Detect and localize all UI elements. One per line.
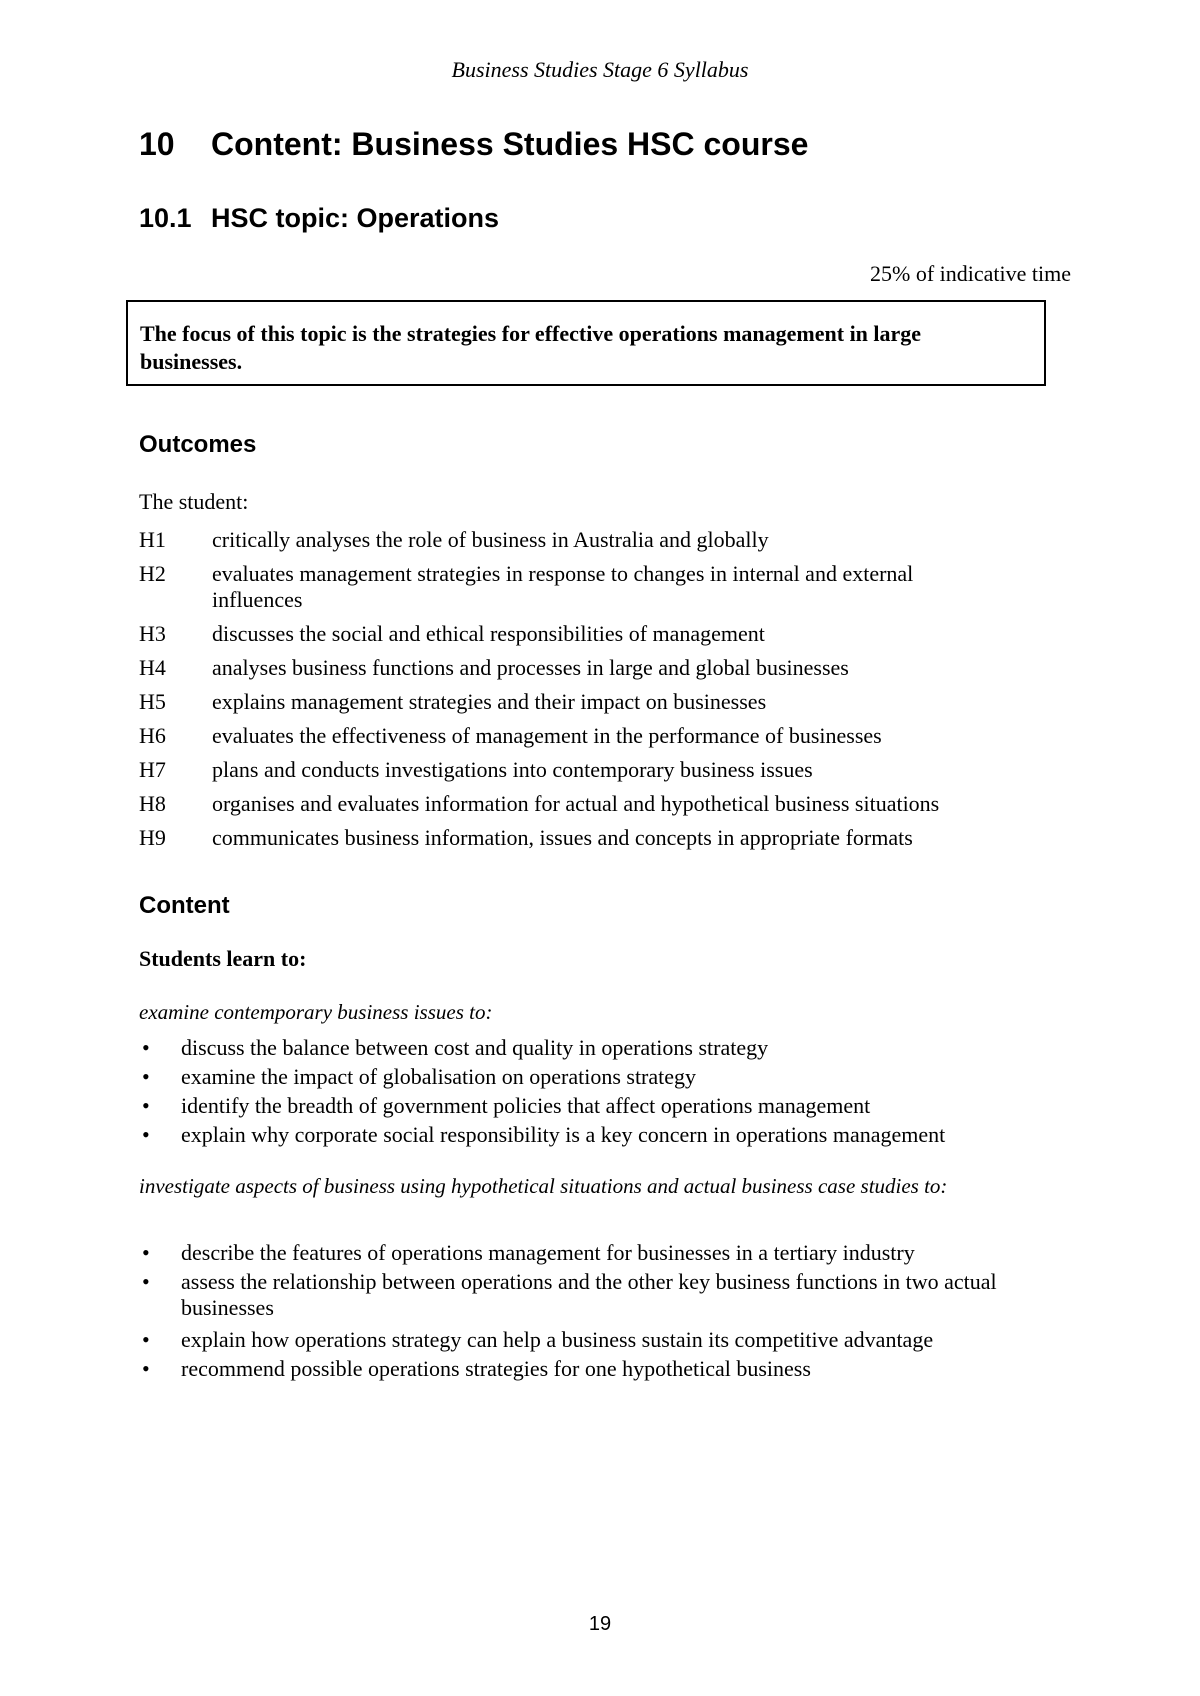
list-item-text: explain how operations strategy can help a business sustain its competitive advantage xyxy=(181,1327,934,1352)
bullet-icon: • xyxy=(142,1064,150,1089)
bullet-icon: • xyxy=(142,1356,150,1381)
outcome-item xyxy=(139,655,1039,681)
bullet-icon: • xyxy=(142,1327,150,1352)
bullet-icon: • xyxy=(142,1035,150,1060)
outcome-text: explains management strategies and their impact on businesses xyxy=(212,689,767,714)
bullet-icon: • xyxy=(142,1240,150,1265)
subsection-heading xyxy=(139,203,499,234)
list-item xyxy=(139,1035,1039,1061)
students-learn-heading: Students learn to: xyxy=(139,946,307,971)
outcome-code: H7 xyxy=(139,757,166,782)
list-item-text: examine the impact of globalisation on operations strategy xyxy=(181,1064,697,1089)
bullet-icon: • xyxy=(142,1093,150,1118)
outcomes-heading: Outcomes xyxy=(139,431,257,458)
outcome-item xyxy=(139,621,1039,647)
content-heading: Content xyxy=(139,892,230,919)
list-item xyxy=(139,1327,1039,1353)
outcome-text: communicates business information, issues and concepts in appropriate formats xyxy=(212,825,913,850)
outcomes-intro: The student: xyxy=(139,489,249,514)
list-item-text: discuss the balance between cost and quality in operations strategy xyxy=(181,1035,769,1060)
list-item xyxy=(139,1064,1039,1090)
outcome-item xyxy=(139,791,1039,817)
outcome-item xyxy=(139,689,1039,715)
list-item-text: identify the breadth of government policies that affect operations management xyxy=(181,1093,871,1118)
subsection-number: 10.1 xyxy=(139,203,192,233)
page-number: 19 xyxy=(588,1613,612,1635)
indicative-time: 25% of indicative time xyxy=(870,261,1071,286)
outcome-text: evaluates the effectiveness of management in the performance of businesses xyxy=(212,723,882,748)
outcome-code: H1 xyxy=(139,527,166,552)
outcome-code: H3 xyxy=(139,621,166,646)
outcome-item xyxy=(139,825,1039,851)
outcome-code: H5 xyxy=(139,689,166,714)
focus-text: The focus of this topic is the strategies for effective operations management in large businesses. xyxy=(140,321,922,374)
outcome-item xyxy=(139,723,1039,749)
section-title: Content: Business Studies HSC course xyxy=(211,126,809,162)
list-item xyxy=(139,1269,1039,1321)
section-heading xyxy=(139,126,808,163)
list-item-text: recommend possible operations strategies for one hypothetical business xyxy=(181,1356,811,1381)
outcome-text: plans and conducts investigations into contemporary business issues xyxy=(212,757,813,782)
list-item-text: describe the features of operations management for businesses in a tertiary industry xyxy=(181,1240,915,1265)
list-item-text: assess the relationship between operations and the other key business functions in two actual businesses xyxy=(181,1269,997,1320)
bullet-icon: • xyxy=(142,1122,150,1147)
outcome-text: critically analyses the role of business in Australia and globally xyxy=(212,527,769,552)
group-heading: examine contemporary business issues to: xyxy=(139,1000,493,1024)
subsection-title: HSC topic: Operations xyxy=(211,203,500,233)
outcome-text: analyses business functions and processes in large and global businesses xyxy=(212,655,849,680)
outcome-text: evaluates management strategies in response to changes in internal and external influences xyxy=(212,561,914,612)
outcome-text: organises and evaluates information for actual and hypothetical business situations xyxy=(212,791,940,816)
outcome-code: H2 xyxy=(139,561,166,586)
outcome-item xyxy=(139,527,1039,553)
outcome-item xyxy=(139,757,1039,783)
list-item xyxy=(139,1122,1039,1148)
focus-box xyxy=(126,300,1046,386)
bullet-icon: • xyxy=(142,1269,150,1294)
list-item xyxy=(139,1356,1039,1382)
list-item xyxy=(139,1093,1039,1119)
outcome-text: discusses the social and ethical responsibilities of management xyxy=(212,621,765,646)
outcome-code: H6 xyxy=(139,723,166,748)
group-heading: investigate aspects of business using hypothetical situations and actual business case studies to: xyxy=(139,1174,948,1198)
outcome-code: H9 xyxy=(139,825,166,850)
section-number: 10 xyxy=(139,126,175,162)
running-header: Business Studies Stage 6 Syllabus xyxy=(451,57,749,82)
outcome-item xyxy=(139,561,1039,613)
outcome-code: H8 xyxy=(139,791,166,816)
outcome-code: H4 xyxy=(139,655,166,680)
list-item-text: explain why corporate social responsibility is a key concern in operations management xyxy=(181,1122,946,1147)
list-item xyxy=(139,1240,1039,1266)
